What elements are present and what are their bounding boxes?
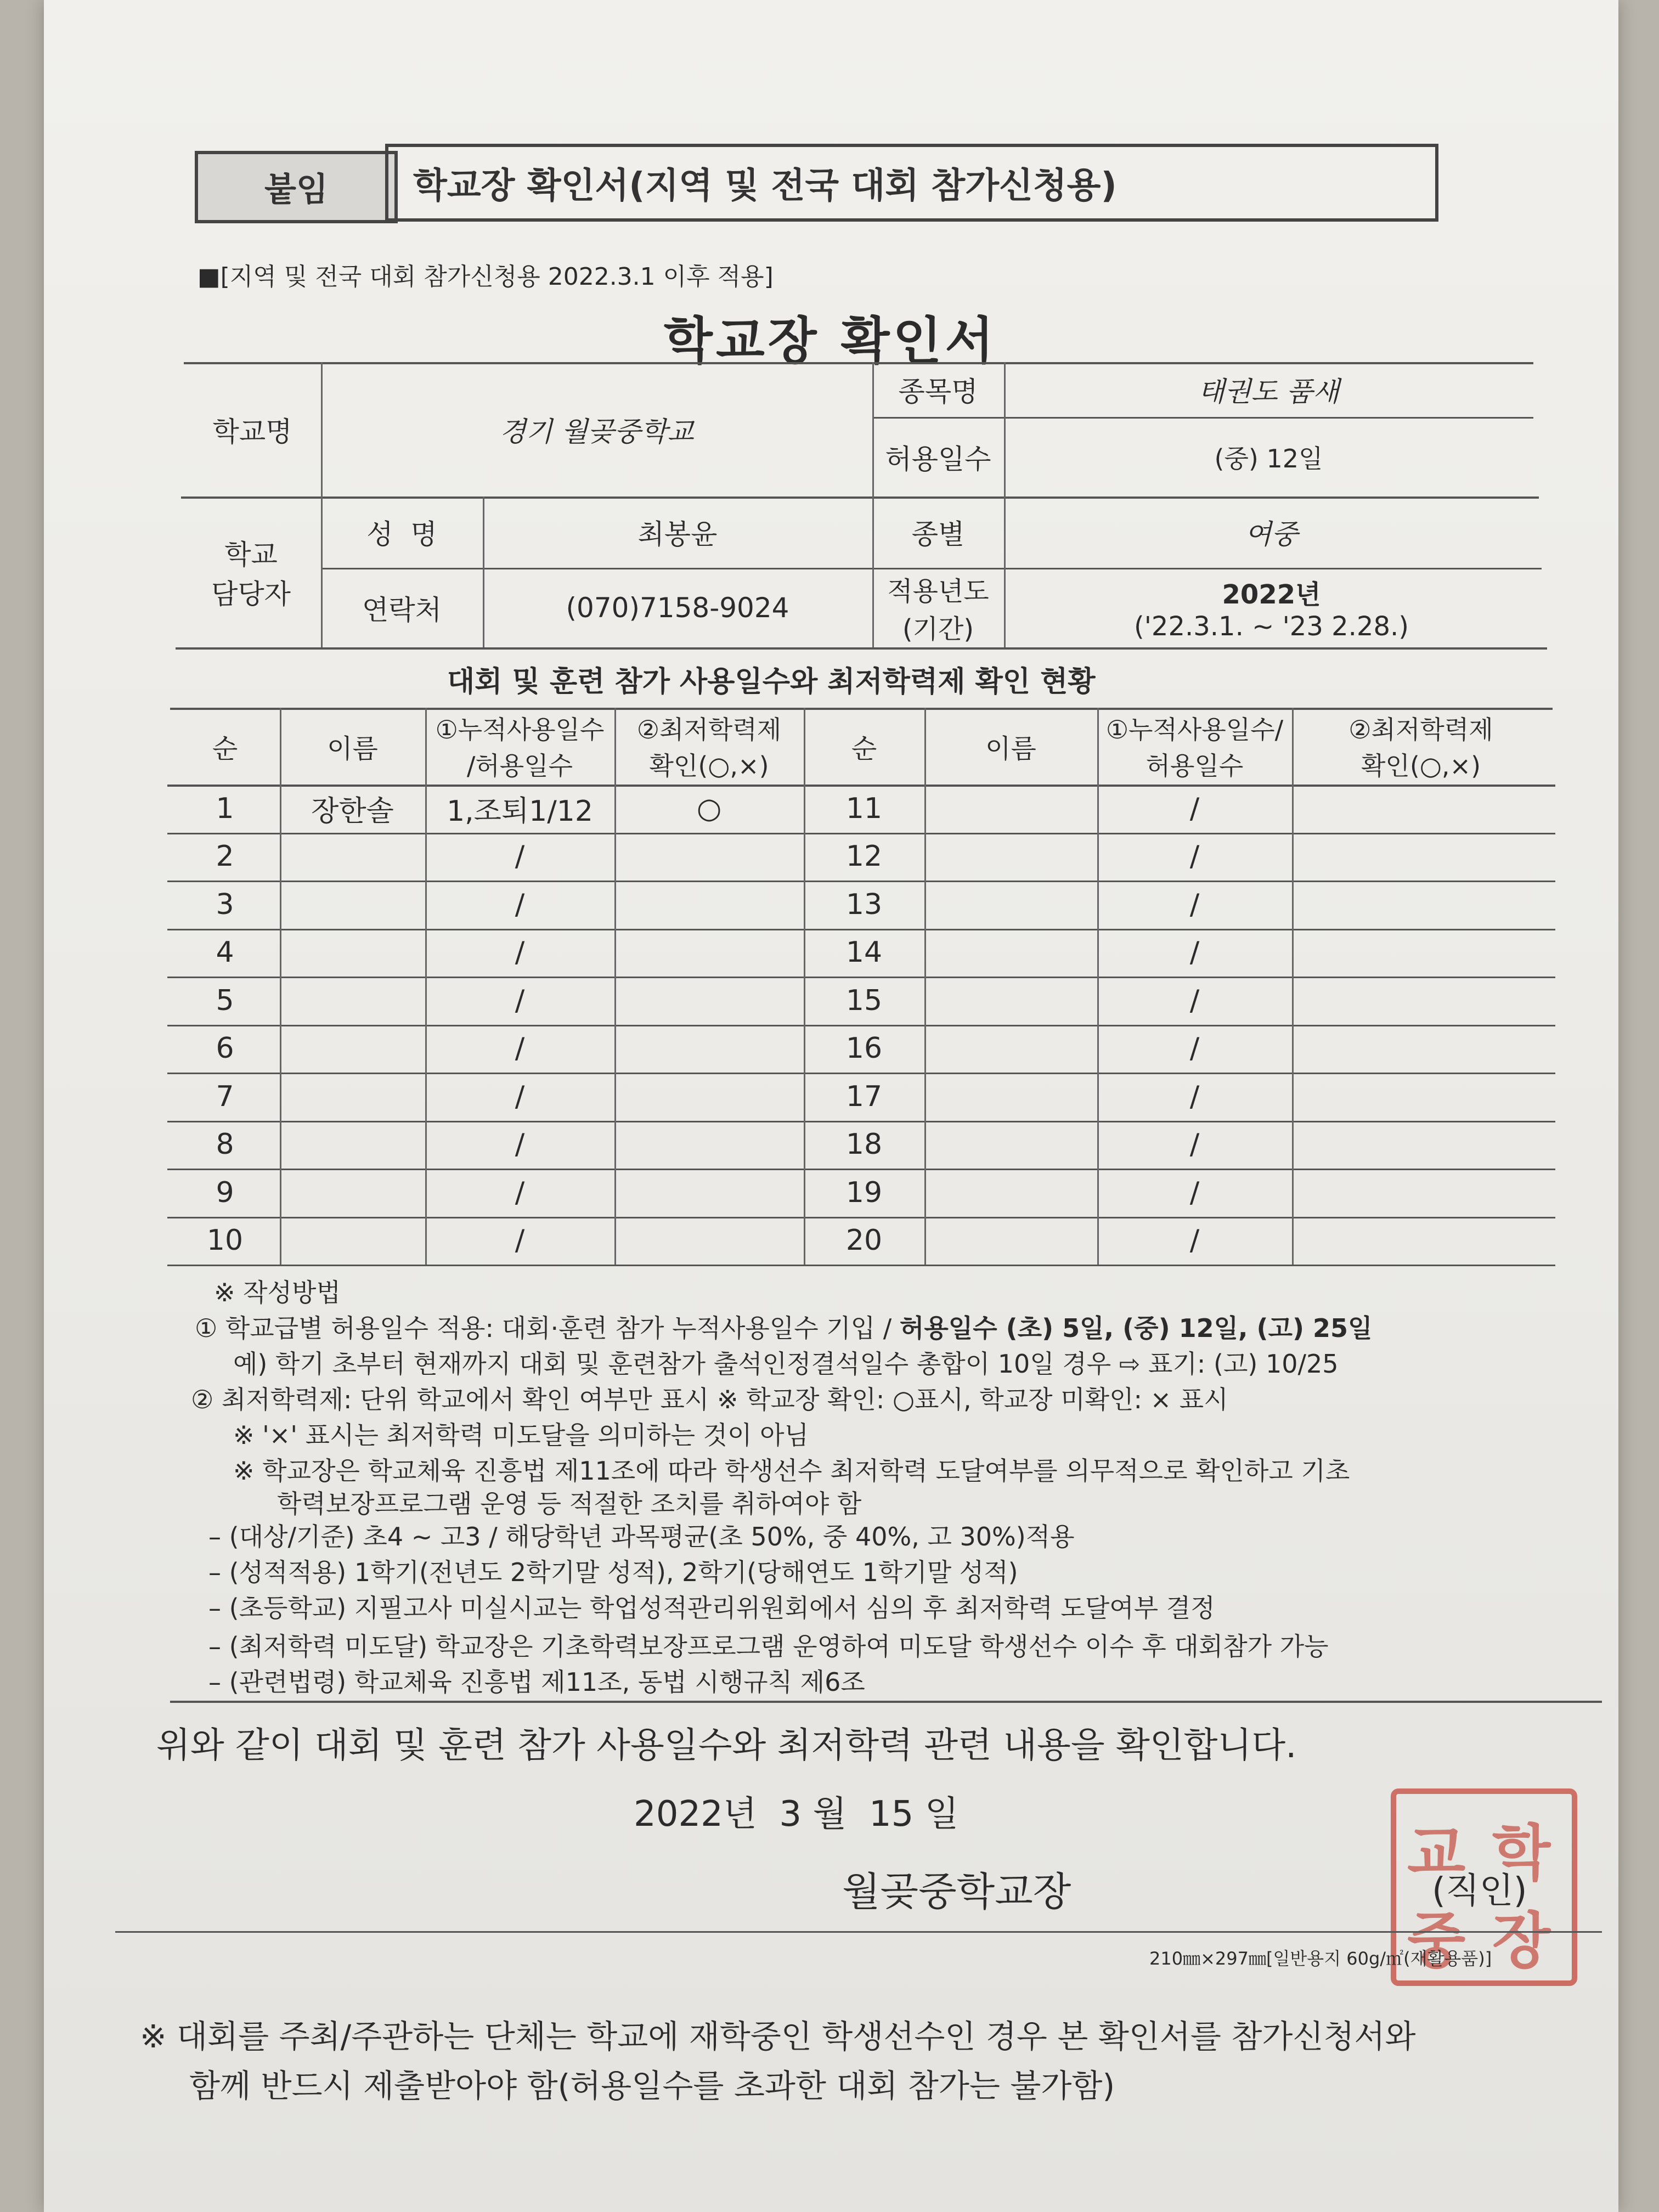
col-check-left <box>614 708 804 785</box>
table-cell-n2: 18 <box>845 1128 883 1161</box>
school-value: 경기 월곶중학교 <box>499 415 694 448</box>
document-paper <box>44 0 1618 2212</box>
staff-label-line1: 학교 <box>224 538 278 571</box>
table-cell-check <box>614 1169 804 1217</box>
table-cell-days2: / <box>1189 1128 1200 1161</box>
notes-line-4: ※ '×' 표시는 최저학력 미도달을 의미하는 것이 아님 <box>233 1420 809 1450</box>
table-cell-check: ○ <box>696 792 722 825</box>
notes-line-9: – (초등학교) 지필고사 미실시교는 학업성적관리위원회에서 심의 후 최저학력 도달여부 결정 <box>208 1593 1215 1623</box>
col-name-right: 이름 <box>985 733 1036 764</box>
notes-line-5: ※ 학교장은 학교체육 진흥법 제11조에 따라 학생선수 최저학력 도달여부를 의무적으로 확인하고 기초 <box>233 1456 1350 1486</box>
table-cell-days: / <box>515 840 525 873</box>
table-cell-n: 6 <box>216 1032 234 1065</box>
notes-line-1: ① 학교급별 허용일수 적용: 대회·훈련 참가 누적사용일수 기입 / 허용일수 (초) 5일, (중) 12일, (고) 25일 <box>195 1313 1373 1343</box>
table-cell-check <box>614 1025 804 1073</box>
table-cell-days2: / <box>1189 1032 1200 1065</box>
table-cell-check <box>614 1073 804 1121</box>
main-title: 학교장 확인서 <box>664 312 997 370</box>
table-cell-days2: / <box>1189 1080 1200 1113</box>
table-cell-name <box>280 1169 425 1217</box>
official-seal-stamp: 교 학 중 장 <box>1391 1788 1577 1986</box>
table-cell-days2: / <box>1189 936 1200 969</box>
year-label-line1: 적용년도 <box>887 575 989 607</box>
table-cell-check2 <box>1292 1025 1550 1073</box>
col-days-right <box>1097 708 1292 785</box>
table-cell-name2 <box>924 977 1097 1025</box>
year-label-line2: (기간) <box>902 613 974 645</box>
table-cell-check2 <box>1292 1073 1550 1121</box>
table-cell-name <box>280 1073 425 1121</box>
table-cell-days: / <box>515 984 525 1017</box>
table-cell-days: / <box>515 888 525 921</box>
attach-label: 붙임 <box>264 171 328 209</box>
table-cell-n2: 20 <box>845 1224 883 1257</box>
year-value-line2: ('22.3.1. ~ '23 2.28.) <box>1134 611 1409 642</box>
table-cell-name2 <box>924 1169 1097 1217</box>
table-cell-name2 <box>924 785 1097 833</box>
paper-spec: 210㎜×297㎜[일반용지 60g/㎡(재활용품)] <box>1149 1948 1492 1969</box>
table-cell-name <box>280 1121 425 1169</box>
table-cell-name2 <box>924 1073 1097 1121</box>
col-check-right-line1: ②최저학력제 <box>1348 715 1493 744</box>
principal-name: 월곶중학교장 <box>842 1869 1071 1915</box>
seal-label: (직인) <box>1432 1871 1527 1911</box>
table-cell-name <box>280 833 425 881</box>
table-cell-check2 <box>1292 785 1550 833</box>
table-cell-name2 <box>924 1121 1097 1169</box>
table-cell-days2: / <box>1189 840 1200 873</box>
table-cell-n: 1 <box>216 792 234 825</box>
contact-label: 연락처 <box>362 594 442 626</box>
table-cell-check <box>614 929 804 977</box>
allowed-days-value: (중) 12일 <box>1214 443 1323 473</box>
col-check-right-line2: 확인(○,×) <box>1361 751 1481 781</box>
notes-line-11: – (관련법령) 학교체육 진흥법 제11조, 동법 시행규칙 제6조 <box>208 1667 865 1697</box>
table-cell-name2 <box>924 929 1097 977</box>
table-cell-check <box>614 833 804 881</box>
staff-label-line2: 담당자 <box>211 578 291 610</box>
table-cell-n: 8 <box>216 1128 234 1161</box>
footer-note-line-2: 함께 반드시 제출받아야 함(허용일수를 초과한 대회 참가는 불가함) <box>189 2067 1115 2104</box>
table-cell-name <box>280 881 425 929</box>
table-cell-n: 3 <box>216 888 234 921</box>
table-cell-n2: 15 <box>845 984 883 1017</box>
col-seq-left: 순 <box>212 733 238 764</box>
table-cell-check <box>614 881 804 929</box>
table-cell-n2: 12 <box>845 840 883 873</box>
table-cell-name2 <box>924 881 1097 929</box>
table-cell-name2 <box>924 833 1097 881</box>
table-cell-check <box>614 977 804 1025</box>
table-cell-n2: 16 <box>845 1032 883 1065</box>
staff-label <box>181 496 321 647</box>
footer-note-line-1: ※ 대회를 주최/주관하는 단체는 학교에 재학중인 학생선수인 경우 본 확인서를 참가신청서와 <box>140 2018 1416 2055</box>
notes-line-7: – (대상/기준) 초4 ~ 고3 / 해당학년 과목평균(초 50%, 중 40%, 고 30%)적용 <box>208 1522 1075 1551</box>
col-check-left-line2: 확인(○,×) <box>649 751 769 781</box>
confirm-statement: 위와 같이 대회 및 훈련 참가 사용일수와 최저학력 관련 내용을 확인합니다. <box>156 1725 1297 1766</box>
doc-title-box-text: 학교장 확인서(지역 및 전국 대회 참가신청용) <box>413 166 1117 206</box>
col-seq-right: 순 <box>851 733 877 764</box>
year-value <box>1004 568 1539 647</box>
col-days-right-line2: 허용일수 <box>1146 751 1244 781</box>
table-cell-days2: / <box>1189 1176 1200 1209</box>
name-label: 성 명 <box>366 518 437 550</box>
category-value: 여중 <box>1245 518 1298 550</box>
table-cell-check2 <box>1292 881 1550 929</box>
table-cell-n: 4 <box>216 936 234 969</box>
col-days-right-line1: ①누적사용일수/ <box>1105 715 1284 744</box>
table-cell-days: / <box>515 1176 525 1209</box>
table-cell-check2 <box>1292 1217 1550 1265</box>
table-cell-n2: 11 <box>845 792 883 825</box>
table-cell-days: / <box>515 1128 525 1161</box>
table-cell-days: / <box>515 936 525 969</box>
col-name-left: 이름 <box>327 733 378 764</box>
table-cell-n: 7 <box>216 1080 234 1113</box>
table-cell-check2 <box>1292 833 1550 881</box>
col-check-right <box>1292 708 1550 785</box>
col-days-left <box>425 708 614 785</box>
doc-title-box <box>385 144 1438 222</box>
notes-line-8: – (성적적용) 1학기(전년도 2학기말 성적), 2학기(당해연도 1학기말 성적) <box>208 1558 1018 1587</box>
table-cell-name2 <box>924 1025 1097 1073</box>
table-cell-days: / <box>515 1032 525 1065</box>
year-value-line1: 2022년 <box>1222 579 1321 610</box>
name-value: 최봉윤 <box>637 518 718 550</box>
notes-line-6: 학력보장프로그램 운영 등 적절한 조치를 취하여야 함 <box>277 1489 862 1519</box>
table-cell-n2: 17 <box>845 1080 883 1113</box>
notes-line-3: ② 최저학력제: 단위 학교에서 확인 여부만 표시 ※ 학교장 확인: ○표시, 학교장 미확인: × 표시 <box>191 1385 1228 1414</box>
table-cell-name2 <box>924 1217 1097 1265</box>
notes-line-10: – (최저학력 미도달) 학교장은 기초학력보장프로그램 운영하여 미도달 학생선수 이수 후 대회참가 가능 <box>208 1632 1329 1661</box>
table-cell-days2: / <box>1189 984 1200 1017</box>
table-cell-n2: 13 <box>845 888 883 921</box>
table-cell-name <box>280 1217 425 1265</box>
table-cell-n: 5 <box>216 984 234 1017</box>
table-cell-days: / <box>515 1224 525 1257</box>
notes-heading: ※ 작성방법 <box>214 1278 341 1307</box>
year-label <box>872 568 1004 647</box>
table-cell-check2 <box>1292 929 1550 977</box>
table-cell-n2: 19 <box>845 1176 883 1209</box>
table-cell-check2 <box>1292 1121 1550 1169</box>
event-value: 태권도 품새 <box>1198 376 1340 408</box>
table-cell-check <box>614 1121 804 1169</box>
table-cell-days2: / <box>1189 888 1200 921</box>
table-cell-name <box>280 977 425 1025</box>
table-cell-days: 1,조퇴1/12 <box>447 795 593 828</box>
attach-label-box <box>195 151 398 223</box>
table-cell-check2 <box>1292 1169 1550 1217</box>
notes-line-2: 예) 학기 초부터 현재까지 대회 및 훈련참가 출석인정결석일수 총합이 10일 경우 ⇨ 표기: (고) 10/25 <box>233 1349 1339 1379</box>
allowed-days-label: 허용일수 <box>885 443 991 475</box>
table-cell-check <box>614 1217 804 1265</box>
applicability-note: ■[지역 및 전국 대회 참가신청용 2022.3.1 이후 적용] <box>198 263 774 291</box>
table-cell-n: 10 <box>206 1224 244 1257</box>
contact-value: (070)7158-9024 <box>566 591 789 624</box>
table-cell-check2 <box>1292 977 1550 1025</box>
school-label: 학교명 <box>212 415 292 448</box>
col-check-left-line1: ②최저학력제 <box>636 715 782 744</box>
table-cell-days2: / <box>1189 792 1200 825</box>
category-label: 종별 <box>911 518 965 550</box>
col-days-left-line2: /허용일수 <box>466 751 573 781</box>
table-cell-name <box>280 929 425 977</box>
status-table-title: 대회 및 훈련 참가 사용일수와 최저학력제 확인 현황 <box>447 665 1096 698</box>
table-cell-n: 2 <box>216 840 234 873</box>
event-label: 종목명 <box>898 376 978 408</box>
table-cell-n: 9 <box>216 1176 234 1209</box>
col-days-left-line1: ①누적사용일수 <box>435 715 605 744</box>
table-cell-n2: 14 <box>845 936 883 969</box>
confirm-date: 2022년 3 월 15 일 <box>634 1794 959 1835</box>
table-cell-days: / <box>515 1080 525 1113</box>
table-cell-name: 장한솔 <box>311 795 394 828</box>
table-cell-days2: / <box>1189 1224 1200 1257</box>
table-cell-name <box>280 1025 425 1073</box>
